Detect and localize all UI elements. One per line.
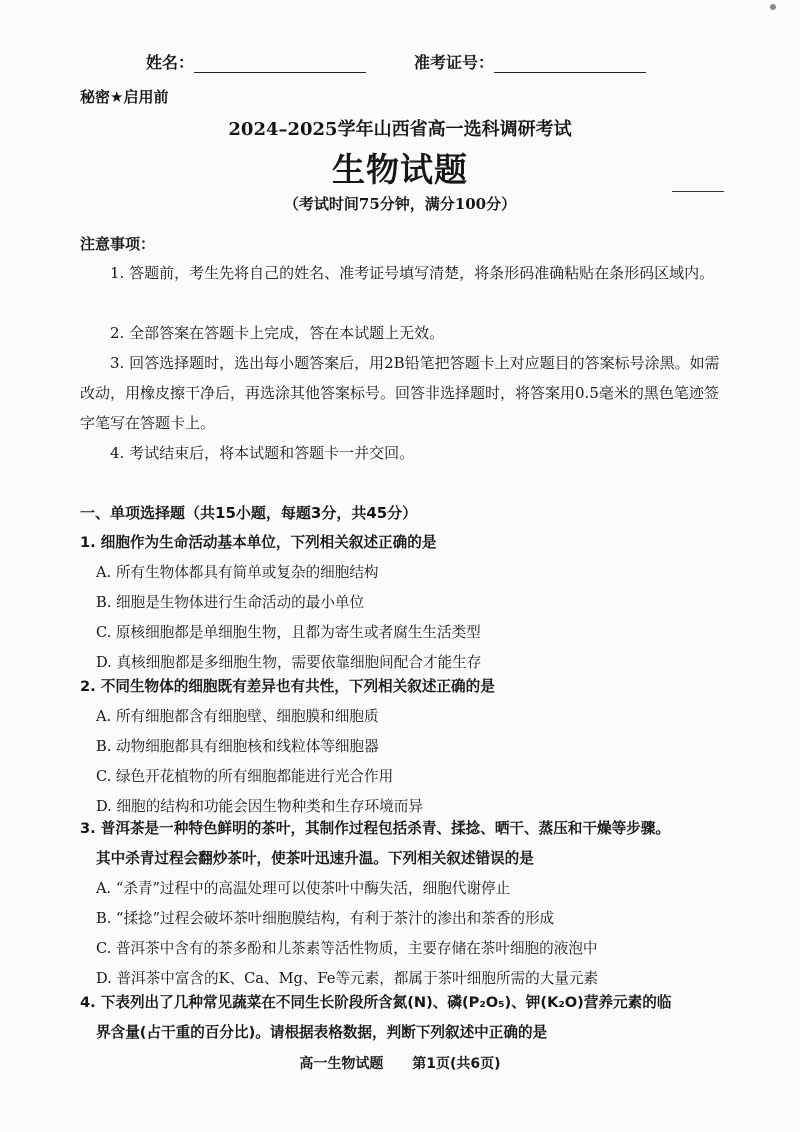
section-heading: 一、单项选择题（共15小题，每题3分，共45分） xyxy=(80,504,418,522)
notice-item-2: 2. 全部答案在答题卡上完成，答在本试题上无效。 xyxy=(110,324,445,342)
question-stem: 4. 下表列出了几种常见蔬菜在不同生长阶段所含氮(N)、磷(P₂O₅)、钾(K₂O)营养元素的临 xyxy=(80,994,672,1011)
scan-mark xyxy=(770,4,776,10)
question-stem-continued: 其中杀青过程会翻炒茶叶，使茶叶迅速升温。下列相关叙述错误的是 xyxy=(96,850,534,867)
name-field xyxy=(146,50,366,73)
option-c: C. 原核细胞都是单细胞生物，且都为寄生或者腐生生活类型 xyxy=(96,624,481,641)
option-a: A. 所有生物体都具有简单或复杂的细胞结构 xyxy=(96,564,379,581)
option-a: A. 所有细胞都含有细胞壁、细胞膜和细胞质 xyxy=(96,708,379,725)
notice-heading: 注意事项： xyxy=(80,235,156,253)
exam-title: 2024–2025学年山西省高一选科调研考试 xyxy=(228,119,572,140)
option-c: C. 绿色开花植物的所有细胞都能进行光合作用 xyxy=(96,768,394,785)
notice-item-3: 3. 回答选择题时，选出每小题答案后，用2B铅笔把答题卡上对应题目的答案标号涂黑。如需改动，用橡皮擦干净后，再选涂其他答案标号。回答非选择题时，将答案用0.5毫米的黑色笔迹签字笔写在答题卡上。 xyxy=(80,354,720,432)
subject-title: 生物试题 xyxy=(332,150,468,189)
option-b: B. “揉捻”过程会破坏茶叶细胞膜结构，有利于茶汁的渗出和茶香的形成 xyxy=(96,910,555,927)
question-4 xyxy=(80,988,740,1048)
option-b: B. 细胞是生物体进行生命活动的最小单位 xyxy=(96,594,365,611)
option-a: A. “杀青”过程中的高温处理可以使茶叶中酶失活，细胞代谢停止 xyxy=(96,880,511,897)
option-b: B. 动物细胞都具有细胞核和线粒体等细胞器 xyxy=(96,738,379,755)
id-blank-line xyxy=(494,54,646,73)
name-blank-line xyxy=(194,54,366,73)
name-label: 姓名： xyxy=(146,53,195,72)
id-label: 准考证号： xyxy=(414,53,495,72)
footer-subject: 高一生物试题 xyxy=(299,1056,384,1072)
question-2 xyxy=(80,672,740,822)
question-stem-continued: 界含量(占干重的百分比)。请根据表格数据，判断下列叙述中正确的是 xyxy=(96,1024,548,1041)
option-d: D. 普洱茶中富含的K、Ca、Mg、Fe等元素，都属于茶叶细胞所需的大量元素 xyxy=(96,970,599,987)
question-stem: 2. 不同生物体的细胞既有差异也有共性，下列相关叙述正确的是 xyxy=(80,678,495,695)
id-field xyxy=(414,50,646,73)
notice-item-4: 4. 考试结束后，将本试题和答题卡一并交回。 xyxy=(110,444,415,462)
footer-page-number: 第1页(共6页) xyxy=(412,1056,501,1072)
decorative-rule xyxy=(672,191,724,192)
exam-time-note: （考试时间75分钟，满分100分） xyxy=(283,195,517,213)
question-1 xyxy=(80,528,740,678)
option-d: D. 真核细胞都是多细胞生物，需要依靠细胞间配合才能生存 xyxy=(96,654,482,671)
question-stem: 1. 细胞作为生命活动基本单位，下列相关叙述正确的是 xyxy=(80,534,437,551)
option-d: D. 细胞的结构和功能会因生物种类和生存环境而异 xyxy=(96,798,423,815)
notice-item-1: 1. 答题前，考生先将自己的姓名、准考证号填写清楚，将条形码准确粘贴在条形码区域内。 xyxy=(110,264,715,282)
question-stem: 3. 普洱茶是一种特色鲜明的茶叶，其制作过程包括杀青、揉捻、晒干、蒸压和干燥等步骤。 xyxy=(80,820,670,837)
option-c: C. 普洱茶中含有的茶多酚和儿茶素等活性物质，主要存储在茶叶细胞的液泡中 xyxy=(96,940,598,957)
question-3 xyxy=(80,814,740,994)
secret-mark: 秘密★启用前 xyxy=(80,88,169,106)
page-footer xyxy=(0,1053,800,1073)
